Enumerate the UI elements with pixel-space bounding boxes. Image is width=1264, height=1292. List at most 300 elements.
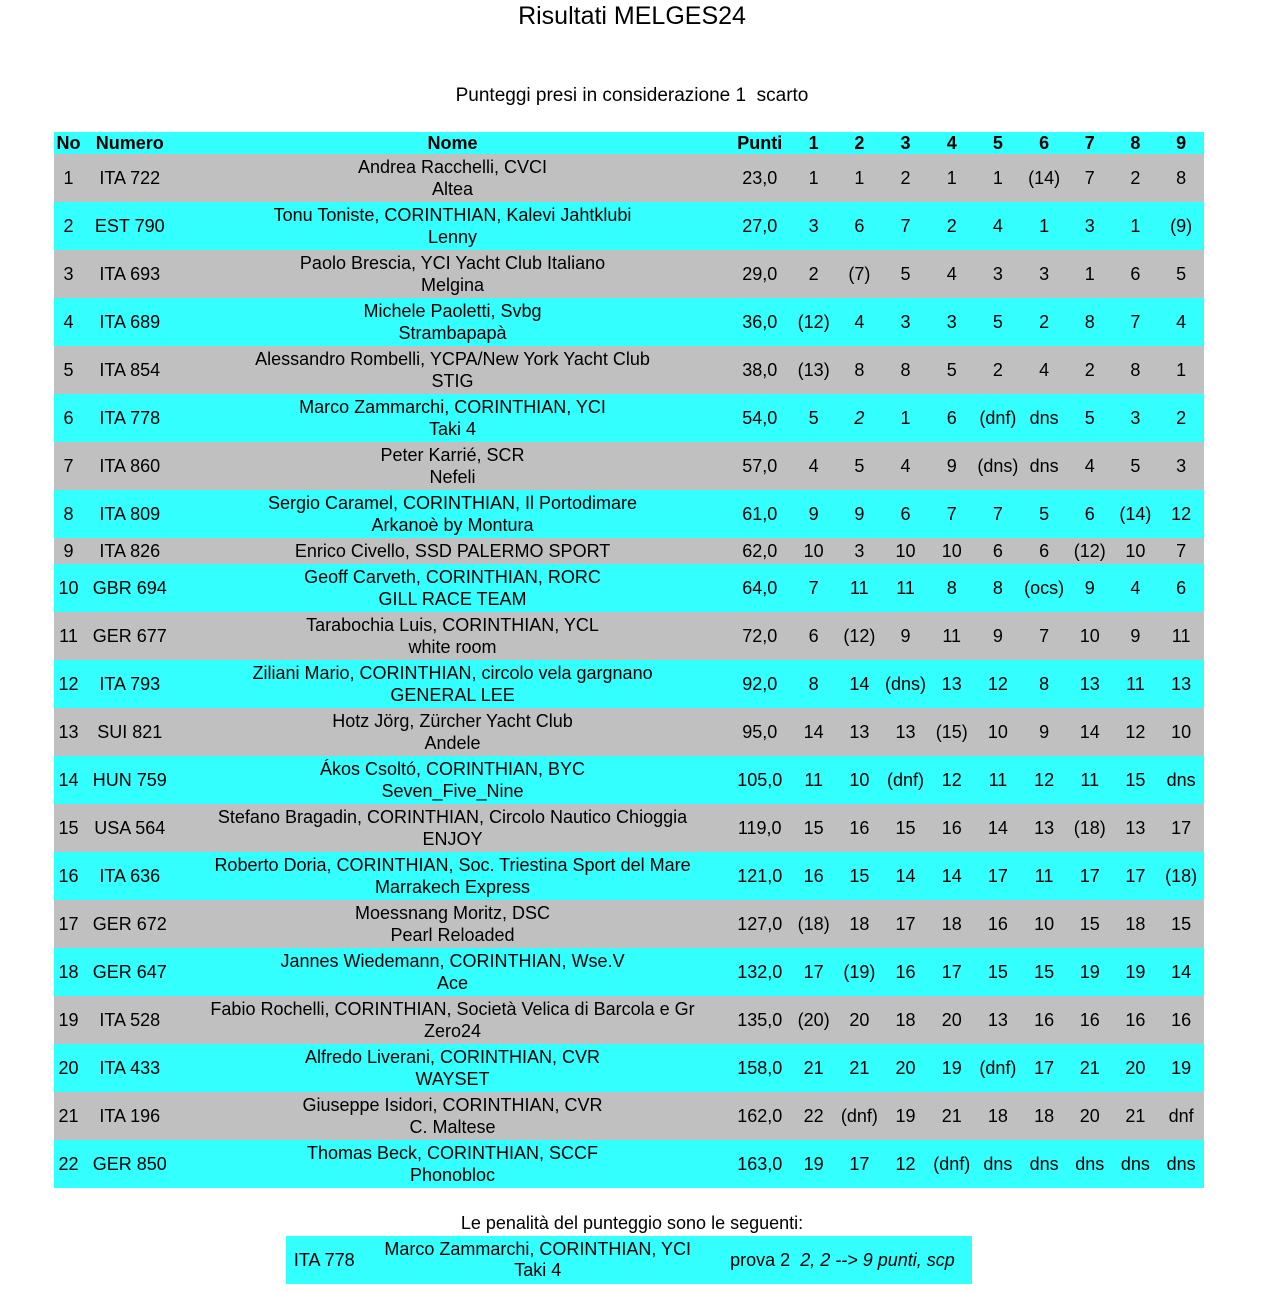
cell-race-7: 14 [1067,708,1113,756]
cell-no: 5 [54,346,83,394]
cell-punti: 121,0 [729,852,791,900]
boat-name: GILL RACE TEAM [378,589,527,609]
cell-race-9: 5 [1158,250,1204,298]
penalty-nome [363,1236,713,1284]
cell-nome [176,948,728,996]
cell-punti: 57,0 [729,442,791,490]
cell-race-1: 15 [791,804,837,852]
cell-race-7: 8 [1067,298,1113,346]
cell-punti: 132,0 [729,948,791,996]
cell-race-3: 5 [882,250,929,298]
cell-race-1: 10 [791,538,837,564]
skipper-club: Thomas Beck, CORINTHIAN, SCCF [307,1143,599,1163]
cell-race-5: 16 [975,900,1022,948]
cell-numero: GER 677 [83,612,176,660]
cell-race-8: 1 [1113,202,1159,250]
skipper-club: Sergio Caramel, CORINTHIAN, Il Portodimare [267,493,638,513]
cell-race-5: 12 [975,660,1022,708]
skipper-club: Tarabochia Luis, CORINTHIAN, YCL [306,615,599,635]
cell-race-6: 11 [1021,852,1067,900]
cell-punti: 27,0 [729,202,791,250]
boat-name: Ace [437,973,469,993]
table-row [54,1044,1204,1092]
cell-numero: ITA 778 [83,394,176,442]
cell-race-3: 14 [882,852,929,900]
cell-race-9: 14 [1158,948,1204,996]
cell-race-4: 8 [929,564,975,612]
cell-no: 6 [54,394,83,442]
cell-nome [176,612,728,660]
cell-race-7: 17 [1067,852,1113,900]
cell-race-8: 10 [1113,538,1159,564]
cell-punti: 127,0 [729,900,791,948]
cell-race-1: 5 [791,394,837,442]
cell-race-7: 15 [1067,900,1113,948]
table-row [54,564,1204,612]
cell-race-1: (12) [791,298,837,346]
cell-nome [176,1140,728,1188]
boat-name: Melgina [421,275,485,295]
cell-numero: GER 850 [83,1140,176,1188]
cell-race-4: 6 [929,394,975,442]
cell-race-8: 3 [1113,394,1159,442]
cell-punti: 29,0 [729,250,791,298]
cell-nome [176,1044,728,1092]
cell-race-4: 2 [929,202,975,250]
skipper-club: Geoff Carveth, CORINTHIAN, RORC [304,567,601,587]
skipper-club: Paolo Brescia, YCI Yacht Club Italiano [299,253,606,273]
boat-name: C. Maltese [409,1117,496,1137]
cell-race-3: 15 [882,804,929,852]
cell-race-1: 4 [791,442,837,490]
col-race-8: 8 [1113,132,1159,154]
cell-race-5: 3 [975,250,1022,298]
cell-nome [176,442,728,490]
cell-race-2: 16 [837,804,883,852]
cell-race-1: 7 [791,564,837,612]
cell-race-6: 12 [1021,756,1067,804]
penalty-boat: Taki 4 [514,1260,562,1280]
cell-race-8: 4 [1113,564,1159,612]
boat-name: Seven_Five_Nine [381,781,524,801]
cell-punti: 61,0 [729,490,791,538]
cell-race-8: 17 [1113,852,1159,900]
cell-no: 1 [54,154,83,202]
cell-race-9: 19 [1158,1044,1204,1092]
cell-race-2: 21 [837,1044,883,1092]
cell-race-6: 1 [1021,202,1067,250]
cell-numero: SUI 821 [83,708,176,756]
cell-nome [176,250,728,298]
cell-race-8: 6 [1113,250,1159,298]
cell-race-2: 6 [837,202,883,250]
cell-race-2: 13 [837,708,883,756]
cell-race-8: 2 [1113,154,1159,202]
cell-race-8: 8 [1113,346,1159,394]
cell-no: 18 [54,948,83,996]
skipper-club: Michele Paoletti, Svbg [363,301,542,321]
cell-race-7: 10 [1067,612,1113,660]
cell-race-4: 9 [929,442,975,490]
cell-numero: ITA 722 [83,154,176,202]
cell-race-1: (18) [791,900,837,948]
boat-name: Phonobloc [409,1165,496,1185]
cell-race-8: 19 [1113,948,1159,996]
boat-name: GENERAL LEE [390,685,515,705]
cell-punti: 92,0 [729,660,791,708]
cell-no: 7 [54,442,83,490]
cell-race-6: 2 [1021,298,1067,346]
table-row [54,1092,1204,1140]
cell-race-5: (dnf) [975,394,1022,442]
cell-race-2: 3 [837,538,883,564]
cell-nome [176,804,728,852]
cell-race-3: 11 [882,564,929,612]
cell-race-7: (12) [1067,538,1113,564]
results-body [54,154,1204,1188]
cell-race-1: 9 [791,490,837,538]
cell-race-9: 3 [1158,442,1204,490]
cell-race-5: 6 [975,538,1022,564]
cell-race-4: (dnf) [929,1140,975,1188]
col-numero: Numero [83,132,176,154]
penalties-body [286,1236,972,1284]
cell-race-7: 3 [1067,202,1113,250]
cell-race-8: 11 [1113,660,1159,708]
cell-race-5: 11 [975,756,1022,804]
table-row [54,202,1204,250]
cell-race-7: 13 [1067,660,1113,708]
cell-race-4: 10 [929,538,975,564]
cell-race-1: 16 [791,852,837,900]
cell-race-5: 17 [975,852,1022,900]
penalty-skipper: Marco Zammarchi, CORINTHIAN, YCI [384,1239,692,1259]
cell-race-7: 20 [1067,1092,1113,1140]
penalty-detail-cell [713,1236,972,1284]
table-row [54,804,1204,852]
boat-name: Andele [424,733,481,753]
cell-race-3: 7 [882,202,929,250]
cell-race-4: 1 [929,154,975,202]
cell-race-3: 4 [882,442,929,490]
cell-race-3: 19 [882,1092,929,1140]
results-table [54,132,1204,1188]
col-race-7: 7 [1067,132,1113,154]
cell-race-4: 5 [929,346,975,394]
cell-race-4: 3 [929,298,975,346]
cell-nome [176,996,728,1044]
cell-race-9: 16 [1158,996,1204,1044]
cell-race-1: 11 [791,756,837,804]
table-row [54,660,1204,708]
cell-no: 9 [54,538,83,564]
cell-race-7: 21 [1067,1044,1113,1092]
table-row [54,996,1204,1044]
col-race-4: 4 [929,132,975,154]
cell-nome [176,564,728,612]
cell-race-2: 20 [837,996,883,1044]
table-row [54,538,1204,564]
cell-race-3: 17 [882,900,929,948]
cell-race-3: 18 [882,996,929,1044]
cell-numero: ITA 693 [83,250,176,298]
cell-nome [176,154,728,202]
cell-race-9: dnf [1158,1092,1204,1140]
table-row [54,708,1204,756]
cell-race-9: 11 [1158,612,1204,660]
cell-no: 19 [54,996,83,1044]
cell-race-3: (dns) [882,660,929,708]
cell-race-8: 7 [1113,298,1159,346]
table-row [54,154,1204,202]
cell-race-6: 15 [1021,948,1067,996]
skipper-club: Tonu Toniste, CORINTHIAN, Kalevi Jahtklubi [273,205,632,225]
boat-name: Pearl Reloaded [390,925,515,945]
cell-race-1: (20) [791,996,837,1044]
cell-no: 4 [54,298,83,346]
skipper-club: Moessnang Moritz, DSC [354,903,551,923]
cell-race-3: 3 [882,298,929,346]
cell-race-2: 2 [837,394,883,442]
cell-nome [176,1092,728,1140]
cell-race-5: 5 [975,298,1022,346]
cell-race-9: 12 [1158,490,1204,538]
penalty-prova: prova 2 [730,1249,791,1270]
cell-race-7: 2 [1067,346,1113,394]
cell-race-7: 11 [1067,756,1113,804]
cell-race-6: 4 [1021,346,1067,394]
cell-race-1: 17 [791,948,837,996]
cell-race-7: 4 [1067,442,1113,490]
skipper-club: Ákos Csoltó, CORINTHIAN, BYC [319,759,586,779]
cell-race-1: 8 [791,660,837,708]
table-row [54,250,1204,298]
cell-numero: USA 564 [83,804,176,852]
cell-race-9: dns [1158,1140,1204,1188]
cell-race-5: 15 [975,948,1022,996]
cell-race-9: 15 [1158,900,1204,948]
cell-nome [176,538,728,564]
boat-name: STIG [431,371,474,391]
cell-no: 22 [54,1140,83,1188]
cell-punti: 119,0 [729,804,791,852]
cell-race-2: 1 [837,154,883,202]
cell-no: 16 [54,852,83,900]
cell-race-5: 2 [975,346,1022,394]
cell-race-9: 4 [1158,298,1204,346]
cell-no: 17 [54,900,83,948]
cell-race-6: 3 [1021,250,1067,298]
table-row [54,852,1204,900]
cell-race-4: 13 [929,660,975,708]
table-row [54,756,1204,804]
cell-punti: 163,0 [729,1140,791,1188]
cell-race-5: 14 [975,804,1022,852]
cell-race-7: (18) [1067,804,1113,852]
cell-punti: 158,0 [729,1044,791,1092]
table-row [54,900,1204,948]
cell-race-9: 6 [1158,564,1204,612]
cell-race-4: 12 [929,756,975,804]
cell-race-2: (12) [837,612,883,660]
cell-numero: EST 790 [83,202,176,250]
cell-race-7: 5 [1067,394,1113,442]
cell-race-9: 2 [1158,394,1204,442]
cell-race-7: dns [1067,1140,1113,1188]
cell-race-4: (15) [929,708,975,756]
cell-nome [176,490,728,538]
skipper-club: Fabio Rochelli, CORINTHIAN, Società Velica di Barcola e Gr [210,999,695,1019]
cell-race-6: dns [1021,394,1067,442]
discard-note: Punteggi presi in considerazione 1 scarto [455,85,809,106]
cell-race-6: 5 [1021,490,1067,538]
boat-name: Arkanoè by Montura [371,515,534,535]
cell-race-1: 1 [791,154,837,202]
cell-race-8: 18 [1113,900,1159,948]
boat-name: Nefeli [429,467,476,487]
cell-numero: ITA 433 [83,1044,176,1092]
cell-race-5: 18 [975,1092,1022,1140]
penalties-title: Le penalità del punteggio sono le seguenti: [460,1213,804,1233]
cell-race-8: dns [1113,1140,1159,1188]
col-no: No [54,132,83,154]
cell-race-1: 3 [791,202,837,250]
cell-race-7: 16 [1067,996,1113,1044]
cell-race-6: dns [1021,1140,1067,1188]
cell-race-3: 8 [882,346,929,394]
skipper-club: Giuseppe Isidori, CORINTHIAN, CVR [302,1095,603,1115]
cell-no: 3 [54,250,83,298]
cell-race-6: dns [1021,442,1067,490]
cell-race-8: 20 [1113,1044,1159,1092]
boat-name: white room [408,637,497,657]
cell-race-2: 17 [837,1140,883,1188]
cell-race-4: 21 [929,1092,975,1140]
cell-no: 15 [54,804,83,852]
cell-race-2: 4 [837,298,883,346]
cell-race-7: 19 [1067,948,1113,996]
cell-race-3: 16 [882,948,929,996]
col-race-5: 5 [975,132,1022,154]
cell-race-8: 21 [1113,1092,1159,1140]
cell-race-7: 7 [1067,154,1113,202]
skipper-club: Marco Zammarchi, CORINTHIAN, YCI [299,397,606,417]
cell-race-1: 19 [791,1140,837,1188]
cell-punti: 23,0 [729,154,791,202]
cell-punti: 38,0 [729,346,791,394]
cell-race-9: 7 [1158,538,1204,564]
cell-race-8: (14) [1113,490,1159,538]
skipper-club: Andrea Racchelli, CVCI [357,157,548,177]
col-nome: Nome [176,132,728,154]
cell-race-1: 14 [791,708,837,756]
cell-numero: ITA 826 [83,538,176,564]
cell-race-6: 13 [1021,804,1067,852]
cell-race-6: 10 [1021,900,1067,948]
cell-race-6: 17 [1021,1044,1067,1092]
boat-name: Altea [432,179,474,199]
boat-name: Taki 4 [429,419,477,439]
cell-race-1: 21 [791,1044,837,1092]
cell-race-9: 13 [1158,660,1204,708]
cell-race-9: 17 [1158,804,1204,852]
table-row [54,490,1204,538]
cell-race-5: dns [975,1140,1022,1188]
cell-punti: 64,0 [729,564,791,612]
cell-race-5: 8 [975,564,1022,612]
cell-race-9: (9) [1158,202,1204,250]
cell-race-2: 18 [837,900,883,948]
cell-race-2: (19) [837,948,883,996]
cell-punti: 62,0 [729,538,791,564]
cell-race-8: 15 [1113,756,1159,804]
cell-nome [176,660,728,708]
cell-numero: GBR 694 [83,564,176,612]
col-punti: Punti [729,132,791,154]
table-row [54,298,1204,346]
cell-numero: ITA 689 [83,298,176,346]
cell-race-5: (dnf) [975,1044,1022,1092]
cell-punti: 95,0 [729,708,791,756]
cell-no: 14 [54,756,83,804]
skipper-club: Enrico Civello, SSD PALERMO SPORT [294,541,611,561]
cell-race-3: 2 [882,154,929,202]
cell-no: 10 [54,564,83,612]
col-race-2: 2 [837,132,883,154]
skipper-club: Alfredo Liverani, CORINTHIAN, CVR [304,1047,601,1067]
cell-race-8: 5 [1113,442,1159,490]
cell-race-7: 1 [1067,250,1113,298]
cell-nome [176,708,728,756]
penalty-numero: ITA 778 [293,1249,355,1270]
cell-no: 11 [54,612,83,660]
skipper-club: Stefano Bragadin, CORINTHIAN, Circolo Nautico Chioggia [217,807,688,827]
cell-numero: GER 672 [83,900,176,948]
cell-race-6: 7 [1021,612,1067,660]
cell-numero: ITA 860 [83,442,176,490]
cell-race-3: 12 [882,1140,929,1188]
table-row [54,948,1204,996]
col-race-1: 1 [791,132,837,154]
cell-punti: 135,0 [729,996,791,1044]
col-race-9: 9 [1158,132,1204,154]
cell-no: 20 [54,1044,83,1092]
table-row [54,394,1204,442]
cell-race-4: 17 [929,948,975,996]
cell-race-4: 14 [929,852,975,900]
header-row [54,132,1204,154]
cell-race-4: 19 [929,1044,975,1092]
cell-numero: HUN 759 [83,756,176,804]
cell-no: 12 [54,660,83,708]
cell-race-5: 9 [975,612,1022,660]
cell-race-4: 11 [929,612,975,660]
cell-no: 8 [54,490,83,538]
cell-punti: 105,0 [729,756,791,804]
cell-nome [176,298,728,346]
cell-race-9: dns [1158,756,1204,804]
cell-race-4: 4 [929,250,975,298]
skipper-club: Ziliani Mario, CORINTHIAN, circolo vela gargnano [252,663,653,683]
cell-no: 13 [54,708,83,756]
cell-punti: 162,0 [729,1092,791,1140]
cell-race-6: (14) [1021,154,1067,202]
skipper-club: Peter Karrié, SCR [380,445,525,465]
cell-numero: ITA 793 [83,660,176,708]
cell-race-5: 4 [975,202,1022,250]
cell-numero: GER 647 [83,948,176,996]
cell-race-8: 13 [1113,804,1159,852]
